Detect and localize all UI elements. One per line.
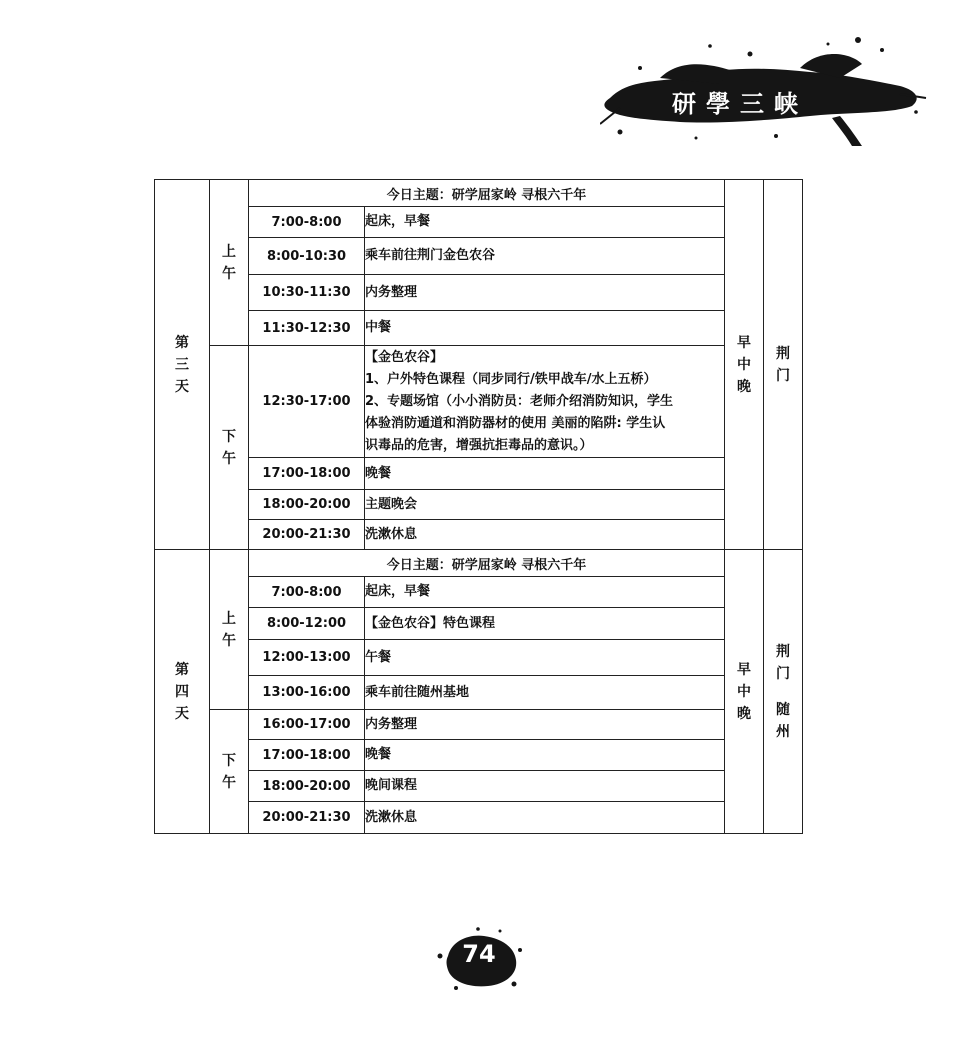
activity-cell: 乘车前往荆门金色农谷	[365, 238, 725, 275]
day-label: 第 四 天	[155, 550, 210, 834]
schedule-row	[155, 346, 803, 458]
theme-row	[155, 180, 803, 207]
schedule-row	[155, 802, 803, 834]
time-cell: 16:00-17:00	[249, 710, 365, 740]
schedule-row	[155, 490, 803, 520]
day-theme: 今日主题：研学屈家岭 寻根六千年	[249, 180, 725, 207]
activity-line: 1、户外特色课程（同步同行/铁甲战车/水上五桥）	[365, 371, 657, 387]
schedule-row	[155, 640, 803, 676]
period-afternoon: 下 午	[210, 346, 249, 550]
activity-line: 体验消防遁道和消防器材的使用 美丽的陷阱: 学生认	[365, 415, 666, 431]
schedule-row	[155, 207, 803, 238]
time-cell: 7:00-8:00	[249, 207, 365, 238]
period-morning: 上 午	[210, 180, 249, 346]
period-morning: 上 午	[210, 550, 249, 710]
time-cell: 18:00-20:00	[249, 490, 365, 520]
itinerary-table	[154, 179, 803, 834]
activity-cell: 晚餐	[365, 458, 725, 490]
page-number: 74	[462, 940, 496, 968]
activity-line: 【金色农谷】	[365, 349, 444, 365]
activity-cell: 起床，早餐	[365, 207, 725, 238]
activity-line: 识毒品的危害，增强抗拒毒品的意识。）	[365, 437, 593, 453]
activity-line: 2、专题场馆（小小消防员：老师介绍消防知识，学生	[365, 393, 674, 409]
activity-cell: 乘车前往随州基地	[365, 676, 725, 710]
schedule-row	[155, 740, 803, 771]
day-label: 第 三 天	[155, 180, 210, 550]
activity-cell: 主题晚会	[365, 490, 725, 520]
meals-label: 早 中 晚	[725, 550, 764, 834]
schedule-row	[155, 608, 803, 640]
time-cell: 20:00-21:30	[249, 520, 365, 550]
activity-cell: 晚餐	[365, 740, 725, 771]
location-label: 荆 门	[764, 180, 803, 550]
time-cell: 18:00-20:00	[249, 771, 365, 802]
time-cell: 10:30-11:30	[249, 275, 365, 311]
schedule-row	[155, 238, 803, 275]
time-cell: 12:00-13:00	[249, 640, 365, 676]
activity-cell: 洗漱休息	[365, 520, 725, 550]
time-cell: 17:00-18:00	[249, 458, 365, 490]
header-title: 研學三峡	[672, 89, 808, 118]
schedule-row	[155, 311, 803, 346]
time-cell: 20:00-21:30	[249, 802, 365, 834]
theme-row	[155, 550, 803, 577]
period-afternoon: 下 午	[210, 710, 249, 834]
time-cell: 7:00-8:00	[249, 577, 365, 608]
time-cell: 17:00-18:00	[249, 740, 365, 771]
schedule-row	[155, 577, 803, 608]
schedule-row	[155, 520, 803, 550]
activity-cell: 内务整理	[365, 275, 725, 311]
activity-cell: 【金色农谷】特色课程	[365, 608, 725, 640]
location-label: 荆 门 随 州	[764, 550, 803, 834]
schedule-row	[155, 275, 803, 311]
activity-cell: 午餐	[365, 640, 725, 676]
schedule-row	[155, 676, 803, 710]
activity-cell: 起床，早餐	[365, 577, 725, 608]
activity-cell: 晚间课程	[365, 771, 725, 802]
time-cell: 11:30-12:30	[249, 311, 365, 346]
time-cell: 8:00-12:00	[249, 608, 365, 640]
activity-cell: 中餐	[365, 311, 725, 346]
schedule-row	[155, 710, 803, 740]
schedule-row	[155, 458, 803, 490]
activity-cell	[365, 346, 725, 458]
time-cell: 13:00-16:00	[249, 676, 365, 710]
activity-cell: 洗漱休息	[365, 802, 725, 834]
activity-cell: 内务整理	[365, 710, 725, 740]
schedule-row	[155, 771, 803, 802]
meals-label: 早 中 晚	[725, 180, 764, 550]
time-cell: 12:30-17:00	[249, 346, 365, 458]
time-cell: 8:00-10:30	[249, 238, 365, 275]
day-theme: 今日主题：研学屈家岭 寻根六千年	[249, 550, 725, 577]
